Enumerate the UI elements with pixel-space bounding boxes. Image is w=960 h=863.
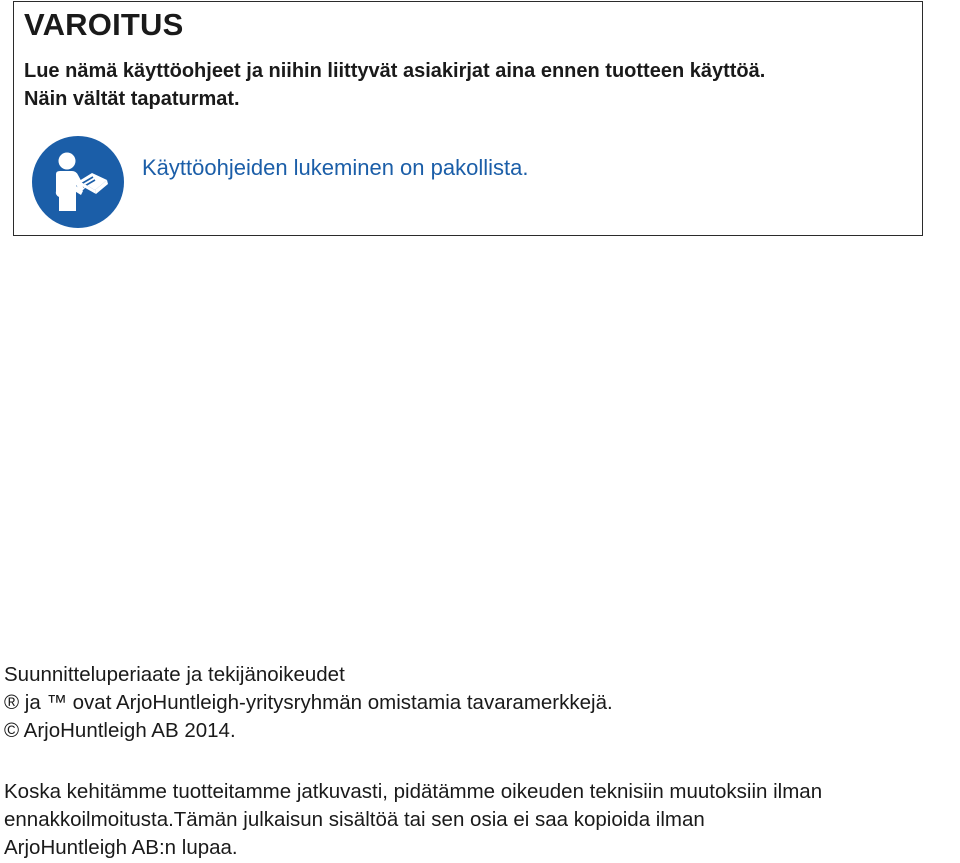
copyright-text: © ArjoHuntleigh AB 2014.: [4, 719, 236, 742]
notice-section: [4, 778, 822, 862]
read-manual-icon: [31, 135, 125, 229]
notice-line-2: ennakkoilmoitusta.Tämän julkaisun sisältöä tai sen osia ei saa kopioida ilman: [4, 808, 705, 831]
warning-line-1: Lue nämä käyttöohjeet ja niihin liittyvät asiakirjat aina ennen tuotteen käyttöä.: [24, 60, 766, 82]
legal-heading: Suunnitteluperiaate ja tekijänoikeudet: [4, 663, 345, 686]
notice-line-3: ArjoHuntleigh AB:n lupaa.: [4, 836, 238, 859]
notice-line-1: Koska kehitämme tuotteitamme jatkuvasti, pidätämme oikeuden teknisiin muutoksiin ilman: [4, 780, 823, 803]
trademark-text: ® ja ™ ovat ArjoHuntleigh-yritysryhmän omistamia tavaramerkkejä.: [4, 691, 613, 714]
warning-line-2: Näin vältät tapaturmat.: [24, 88, 240, 110]
legal-section: [4, 661, 613, 745]
warning-box: [13, 1, 923, 236]
warning-title: VAROITUS: [24, 7, 184, 42]
warning-text: [24, 57, 765, 113]
mandatory-reading-text: Käyttöohjeiden lukeminen on pakollista.: [142, 155, 529, 180]
